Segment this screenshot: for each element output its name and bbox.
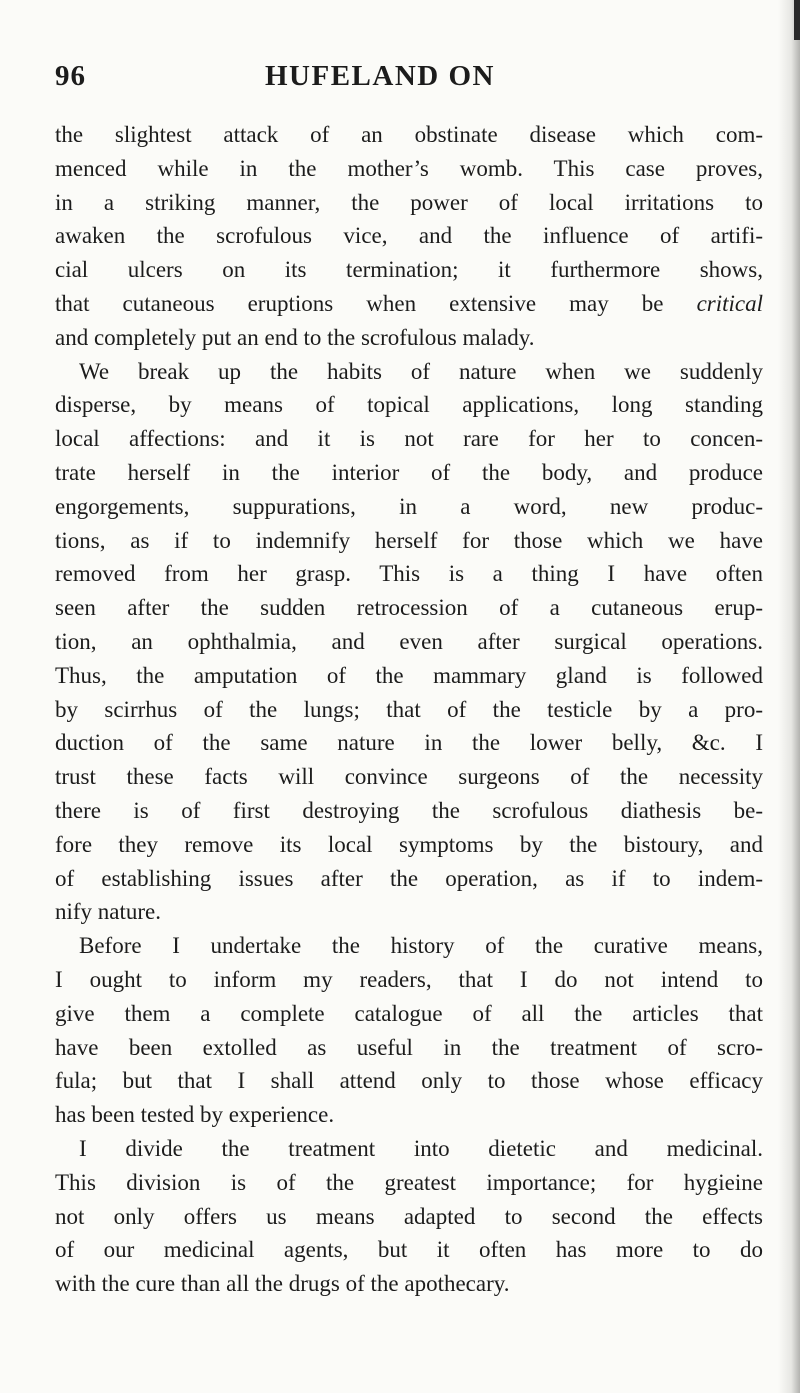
text-line-20: trust these facts will convince surgeons of the necessity [55, 764, 763, 790]
text-line-30: has been tested by experience. [55, 1102, 335, 1128]
text-line-19: duction of the same nature in the lower belly, &c. I [55, 730, 763, 756]
text-line-29: fula; but that I shall attend only to those whose efficacy [55, 1068, 763, 1094]
text-line-13: tions, as if to indemnify herself for those which we have [55, 527, 763, 553]
text-line-6 [55, 287, 763, 321]
text-line-27: give them a complete catalogue of all the articles that [55, 1000, 763, 1026]
text-line-11: trate herself in the interior of the body, and produce [55, 459, 763, 485]
text-line-9: disperse, by means of topical applications, long standing [55, 392, 763, 418]
page-edge-mark [794, 0, 800, 40]
text-line-3: in a striking manner, the power of local irritations to [55, 189, 763, 215]
text-line-8: We break up the habits of nature when we suddenly [79, 358, 763, 384]
text-line-4: awaken the scrofulous vice, and the influence of artifi- [55, 223, 763, 249]
text-line-33: not only offers us means adapted to second the effects [55, 1203, 763, 1229]
text-line-7: and completely put an end to the scrofulous malady. [55, 324, 535, 350]
text-line-35: with the cure than all the drugs of the apothecary. [55, 1271, 510, 1297]
text-line-23: of establishing issues after the operation, as if to indem- [55, 865, 763, 891]
text-line-18: by scirrhus of the lungs; that of the testicle by a pro- [55, 696, 763, 722]
page-number: 96 [55, 60, 86, 92]
text-line-26: I ought to inform my readers, that I do not intend to [55, 966, 763, 992]
text-line-6-roman: that cutaneous eruptions when extensive may be [55, 290, 664, 316]
text-line-5: cial ulcers on its termination; it furthermore shows, [55, 257, 763, 283]
page-header [55, 60, 755, 100]
text-line-28: have been extolled as useful in the treatment of scro- [55, 1034, 763, 1060]
text-line-1: the slightest attack of an obstinate disease which com- [55, 122, 763, 147]
text-line-22: fore they remove its local symptoms by the bistoury, and [55, 831, 763, 857]
text-line-21: there is of first destroying the scrofulous diathesis be- [55, 797, 763, 823]
text-line-10: local affections: and it is not rare for her to concen- [55, 426, 763, 452]
text-line-12: engorgements, suppurations, in a word, new produc- [55, 493, 763, 519]
text-line-2: menced while in the mother’s womb. This case proves, [55, 155, 763, 181]
page-edge-shadow [778, 0, 800, 1393]
text-line-16: tion, an ophthalmia, and even after surgical operations. [55, 628, 763, 654]
text-line-31: I divide the treatment into dietetic and medicinal. [79, 1135, 763, 1161]
body-text [55, 118, 763, 1301]
text-line-14: removed from her grasp. This is a thing I have often [55, 561, 763, 587]
italic-critical: critical [696, 290, 763, 316]
text-line-32: This division is of the greatest importance; for hygieine [55, 1169, 763, 1195]
text-line-34: of our medicinal agents, but it often has more to do [55, 1237, 763, 1263]
text-line-17: Thus, the amputation of the mammary gland is followed [55, 662, 763, 688]
running-title: HUFELAND ON [265, 60, 495, 92]
text-line-25: Before I undertake the history of the curative means, [79, 933, 763, 959]
text-line-15: seen after the sudden retrocession of a cutaneous erup- [55, 595, 763, 621]
text-line-24: nify nature. [55, 899, 162, 925]
